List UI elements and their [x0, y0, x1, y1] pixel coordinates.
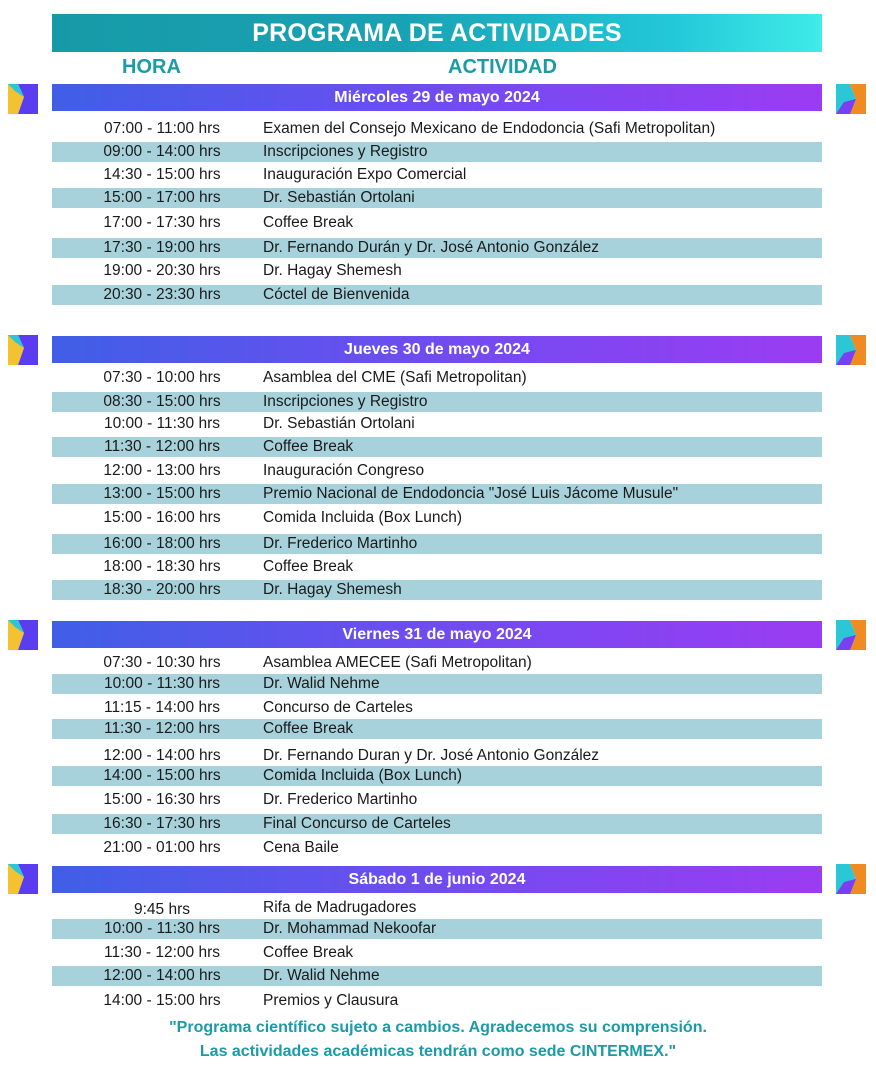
row-time: 16:30 - 17:30 hrs	[103, 815, 221, 832]
row-time: 12:00 - 14:00 hrs	[103, 967, 221, 984]
row-time: 11:30 - 12:00 hrs	[103, 438, 221, 455]
row-time: 11:15 - 14:00 hrs	[103, 699, 221, 716]
right-marker-icon	[836, 620, 866, 650]
left-marker-icon	[8, 864, 38, 894]
row-activity: Dr. Sebastián Ortolani	[263, 415, 415, 432]
row-activity: Dr. Hagay Shemesh	[263, 581, 402, 598]
row-activity: Comida Incluida (Box Lunch)	[263, 509, 463, 526]
row-activity: Inscripciones y Registro	[263, 393, 428, 410]
row-activity: Coffee Break	[263, 720, 354, 737]
row-activity: Examen del Consejo Mexicano de Endodoncia (Safi Metropolitan)	[263, 120, 716, 137]
schedule-row	[52, 238, 822, 258]
schedule-row	[52, 414, 822, 434]
row-activity: Dr. Fernando Durán y Dr. José Antonio González	[263, 239, 600, 256]
schedule-row	[52, 188, 822, 208]
row-activity: Dr. Walid Nehme	[263, 675, 380, 692]
row-time: 11:30 - 12:00 hrs	[103, 720, 221, 737]
row-time: 14:00 - 15:00 hrs	[103, 767, 221, 784]
day-header-2: Jueves 30 de mayo 2024	[52, 336, 822, 363]
row-activity: Concurso de Carteles	[263, 699, 413, 716]
row-activity: Comida Incluida (Box Lunch)	[263, 767, 463, 784]
row-time: 18:00 - 18:30 hrs	[103, 558, 221, 575]
schedule-row	[52, 674, 822, 694]
row-activity: Dr. Walid Nehme	[263, 967, 380, 984]
row-time: 16:00 - 18:00 hrs	[103, 535, 221, 552]
schedule-row	[52, 698, 822, 718]
schedule-row	[52, 285, 822, 305]
left-marker-icon	[8, 335, 38, 365]
row-activity: Dr. Fernando Duran y Dr. José Antonio González	[263, 747, 600, 764]
row-time: 12:00 - 13:00 hrs	[103, 462, 221, 479]
row-time: 07:00 - 11:00 hrs	[103, 120, 221, 137]
row-activity: Final Concurso de Carteles	[263, 815, 451, 832]
row-time: 09:00 - 14:00 hrs	[103, 143, 221, 160]
row-time: 08:30 - 15:00 hrs	[103, 393, 221, 410]
row-activity: Rifa de Madrugadores	[263, 899, 417, 916]
schedule-row	[52, 919, 822, 939]
row-time: 9:45 hrs	[133, 901, 190, 918]
day-header-3: Viernes 31 de mayo 2024	[52, 621, 822, 648]
row-time: 12:00 - 14:00 hrs	[103, 747, 221, 764]
row-activity: Cóctel de Bienvenida	[263, 286, 410, 303]
day-header-4: Sábado 1 de junio 2024	[52, 866, 822, 893]
row-time: 10:00 - 11:30 hrs	[103, 675, 221, 692]
row-time: 07:30 - 10:30 hrs	[103, 654, 221, 671]
schedule-row	[52, 966, 822, 986]
schedule-row	[52, 508, 822, 528]
row-activity: Dr. Frederico Martinho	[263, 791, 418, 808]
row-time: 15:00 - 16:30 hrs	[103, 791, 221, 808]
day-header-1: Miércoles 29 de mayo 2024	[52, 84, 822, 111]
row-activity: Inauguración Congreso	[263, 462, 425, 479]
schedule-row	[52, 746, 822, 766]
row-activity: Premio Nacional de Endodoncia "José Luis Jácome Musule"	[263, 485, 679, 502]
row-time: 14:30 - 15:00 hrs	[103, 166, 221, 183]
row-time: 18:30 - 20:00 hrs	[103, 581, 221, 598]
row-time: 14:00 - 15:00 hrs	[103, 992, 221, 1009]
schedule-row	[52, 368, 822, 388]
row-activity: Inauguración Expo Comercial	[263, 166, 467, 183]
right-marker-icon	[836, 864, 866, 894]
row-activity: Coffee Break	[263, 944, 354, 961]
page-title: PROGRAMA DE ACTIVIDADES	[52, 14, 822, 52]
schedule-row	[52, 261, 822, 281]
row-time: 20:30 - 23:30 hrs	[103, 286, 221, 303]
row-activity: Premios y Clausura	[263, 992, 399, 1009]
schedule-row	[52, 392, 822, 412]
schedule-row	[52, 580, 822, 600]
footer-note-line-1: "Programa científico sujeto a cambios. Agradecemos su comprensión.	[169, 1019, 707, 1036]
schedule-row	[52, 437, 822, 457]
row-time: 19:00 - 20:30 hrs	[103, 262, 221, 279]
schedule-row	[52, 991, 822, 1011]
schedule-row	[52, 653, 822, 673]
schedule-row	[52, 766, 822, 786]
row-activity: Dr. Frederico Martinho	[263, 535, 418, 552]
row-activity: Asamblea del CME (Safi Metropolitan)	[263, 369, 527, 386]
schedule-row	[52, 534, 822, 554]
schedule-row	[52, 557, 822, 577]
schedule-row	[52, 165, 822, 185]
column-header-actividad: ACTIVIDAD	[448, 56, 557, 78]
row-time: 13:00 - 15:00 hrs	[103, 485, 221, 502]
schedule-row	[52, 484, 822, 504]
row-time: 17:30 - 19:00 hrs	[103, 239, 221, 256]
row-activity: Asamblea AMECEE (Safi Metropolitan)	[263, 654, 532, 671]
right-marker-icon	[836, 335, 866, 365]
schedule-row	[52, 213, 822, 233]
row-activity: Coffee Break	[263, 214, 354, 231]
row-time: 15:00 - 17:00 hrs	[103, 189, 221, 206]
row-time: 07:30 - 10:00 hrs	[103, 369, 221, 386]
column-header-hora: HORA	[122, 56, 181, 78]
row-time: 10:00 - 11:30 hrs	[103, 920, 221, 937]
left-marker-icon	[8, 620, 38, 650]
schedule-row	[52, 119, 822, 139]
schedule-row	[52, 943, 822, 963]
schedule-row	[52, 461, 822, 481]
row-activity: Coffee Break	[263, 438, 354, 455]
row-time: 21:00 - 01:00 hrs	[103, 839, 221, 856]
row-activity: Cena Baile	[263, 839, 339, 856]
schedule-row	[52, 142, 822, 162]
schedule-row	[52, 719, 822, 739]
schedule-row	[52, 838, 822, 858]
row-activity: Dr. Sebastián Ortolani	[263, 189, 415, 206]
right-marker-icon	[836, 84, 866, 114]
row-time: 15:00 - 16:00 hrs	[103, 509, 221, 526]
schedule-row	[52, 898, 822, 918]
schedule-row	[52, 814, 822, 834]
left-marker-icon	[8, 84, 38, 114]
row-time: 17:00 - 17:30 hrs	[103, 214, 221, 231]
row-activity: Dr. Hagay Shemesh	[263, 262, 402, 279]
row-time: 11:30 - 12:00 hrs	[103, 944, 221, 961]
schedule-row	[52, 790, 822, 810]
row-activity: Coffee Break	[263, 558, 354, 575]
row-time: 10:00 - 11:30 hrs	[103, 415, 221, 432]
footer-note-line-2: Las actividades académicas tendrán como sede CINTERMEX."	[199, 1043, 677, 1060]
row-activity: Inscripciones y Registro	[263, 143, 428, 160]
row-activity: Dr. Mohammad Nekoofar	[263, 920, 437, 937]
